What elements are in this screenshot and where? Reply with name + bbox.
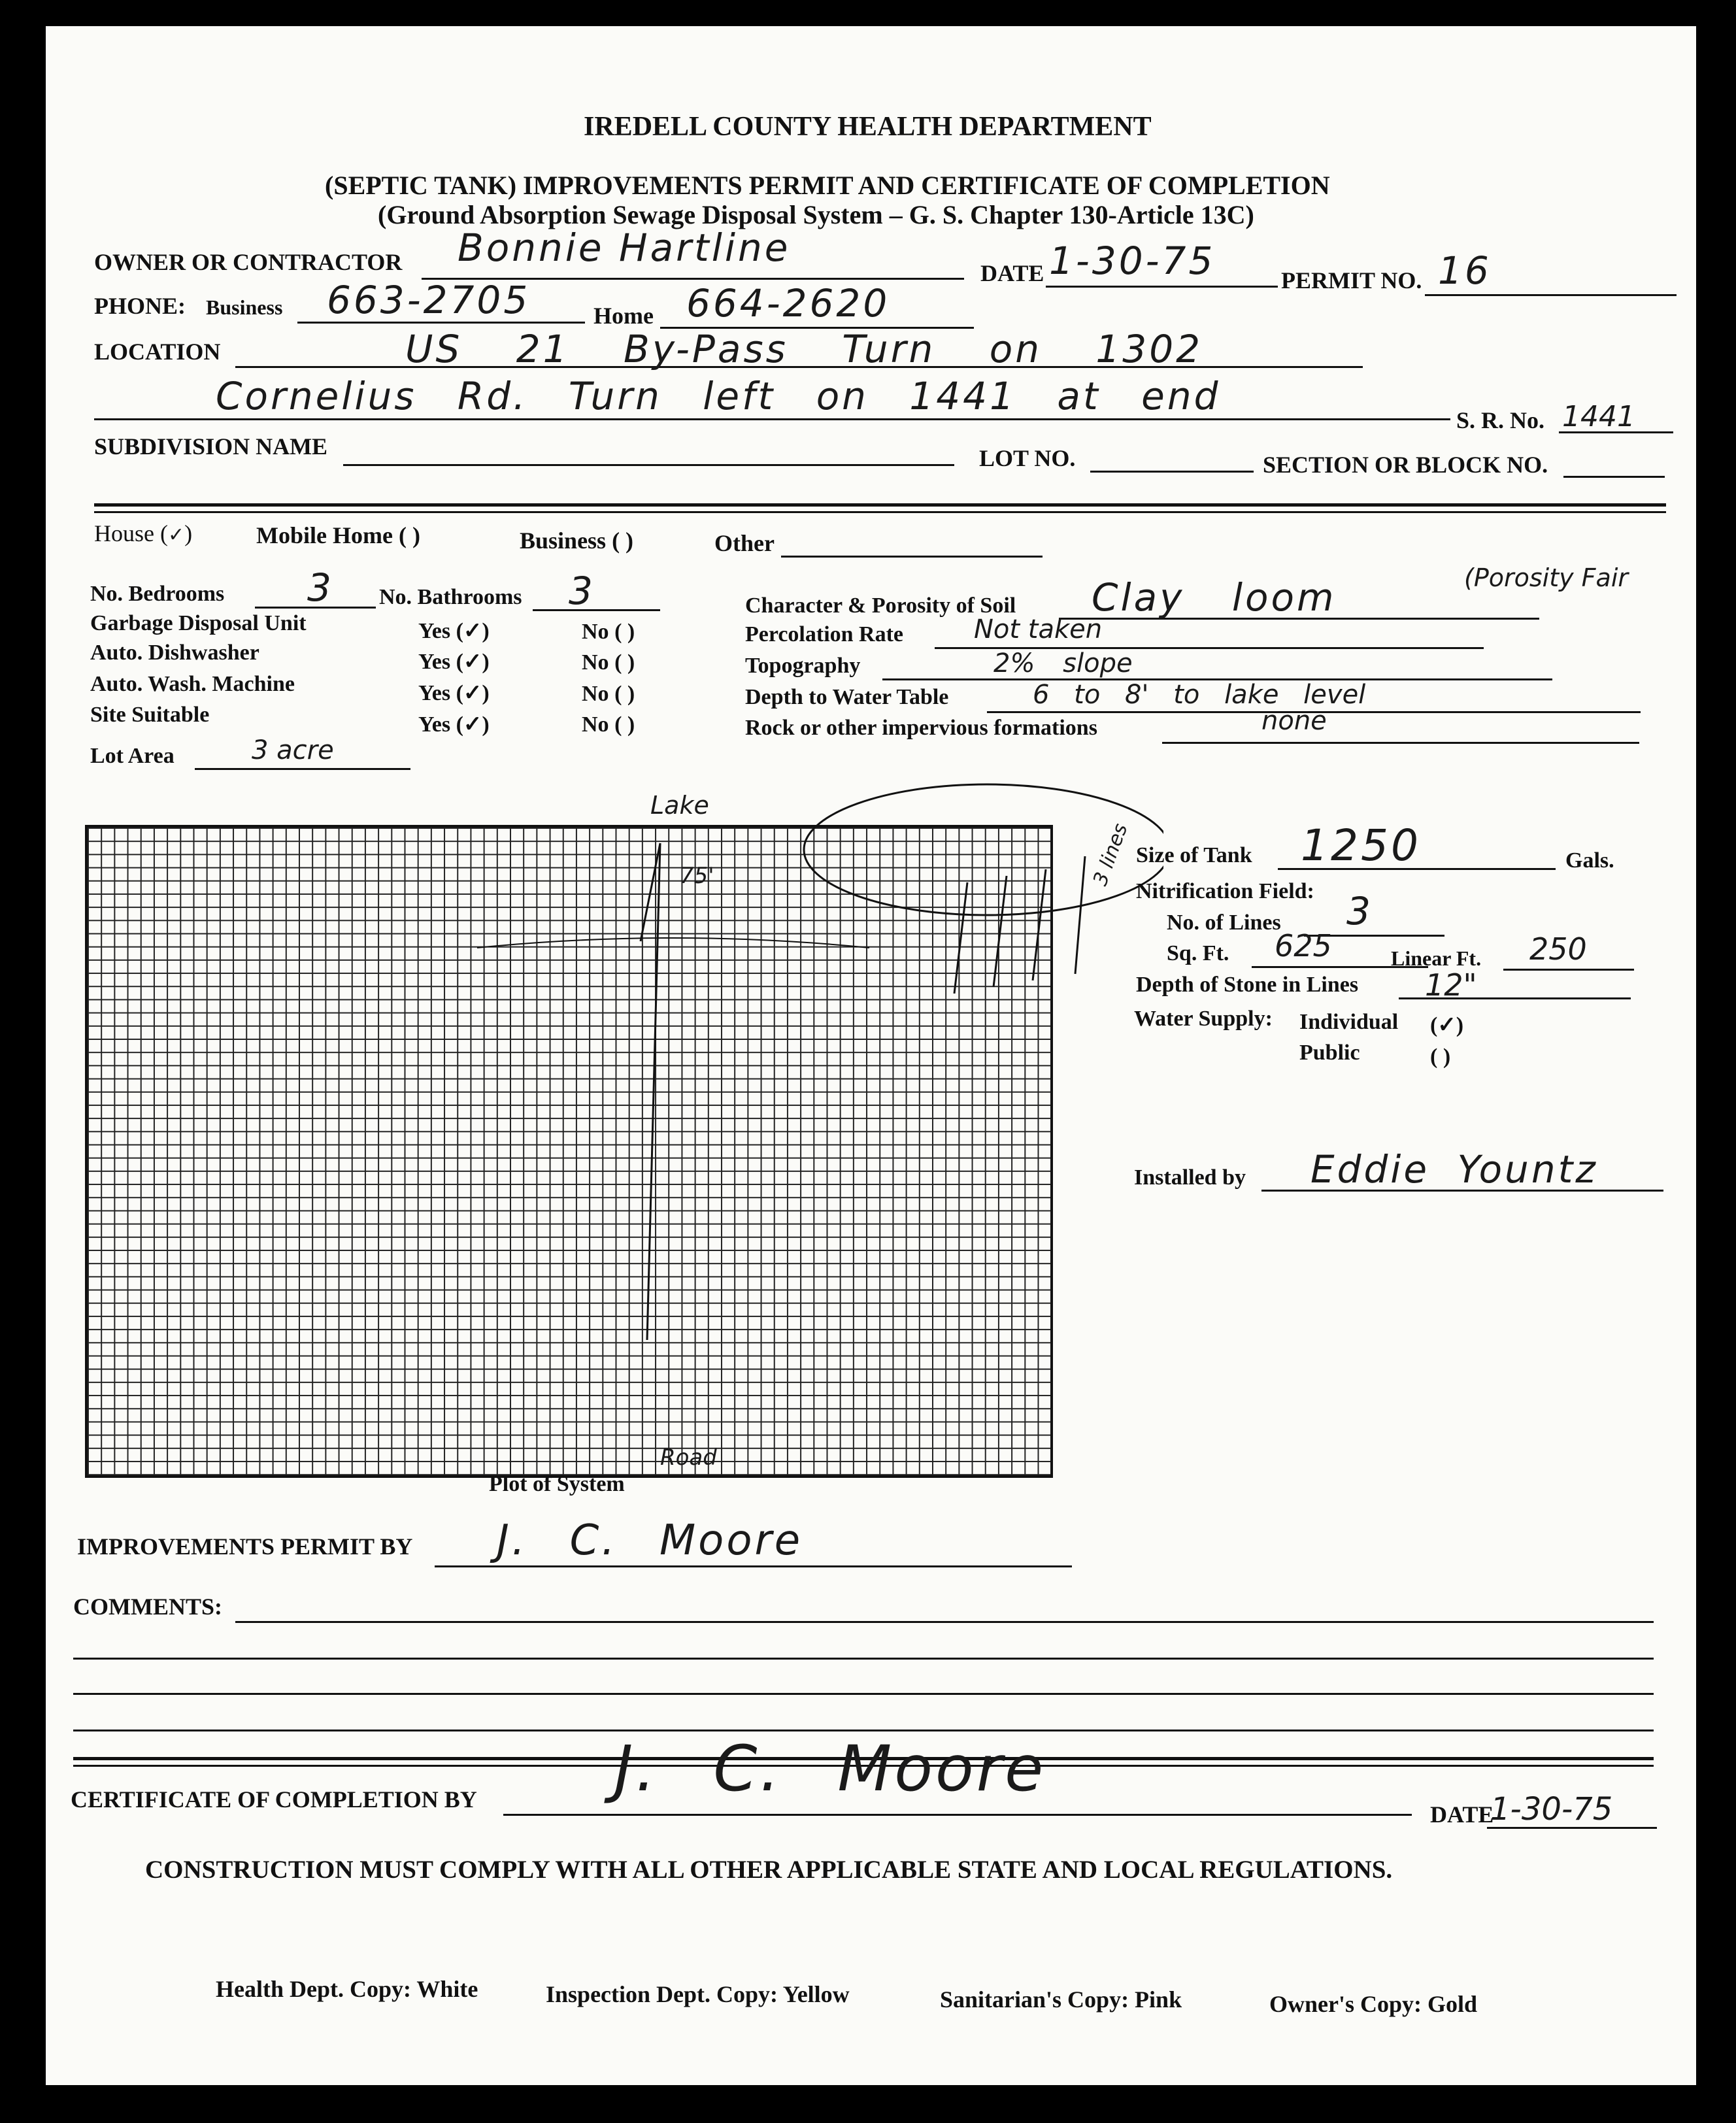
section-block-label: SECTION OR BLOCK NO. (1263, 452, 1548, 478)
sketch-curve (477, 938, 869, 948)
tank-gals-label: Gals. (1565, 848, 1614, 873)
comments-line-3[interactable] (73, 1693, 1654, 1695)
location-value-2[interactable]: Cornelius Rd. Turn left on 1441 at end (216, 374, 1221, 418)
certificate-label: CERTIFICATE OF COMPLETION BY (71, 1786, 477, 1813)
sr-no-value[interactable]: 1441 (1562, 400, 1635, 433)
business-phone-label: Business (206, 295, 283, 319)
copy-health-dept: Health Dept. Copy: White (216, 1976, 478, 2002)
stone-depth-value[interactable]: 12" (1425, 967, 1477, 1003)
type-other-line[interactable] (781, 556, 1043, 558)
sketch-line-main (647, 843, 660, 1340)
type-other-label: Other (714, 530, 775, 556)
water-individual-check[interactable]: (✓) (1430, 1013, 1464, 1037)
house-check: ✓ (167, 524, 185, 546)
permit-no-label: PERMIT NO. (1281, 267, 1422, 293)
lot-area-label: Lot Area (90, 744, 175, 768)
plot-distance-label: 75' (680, 863, 714, 889)
date-value[interactable]: 1-30-75 (1049, 239, 1216, 283)
location-value-1[interactable]: US 21 By-Pass Turn on 1302 (405, 327, 1203, 371)
perc-rate-label: Percolation Rate (745, 622, 904, 646)
compliance-notice: CONSTRUCTION MUST COMPLY WITH ALL OTHER APPLICABLE STATE AND LOCAL REGULATIONS. (145, 1856, 1393, 1884)
linear-ft-line (1503, 969, 1634, 971)
copy-inspection-dept: Inspection Dept. Copy: Yellow (546, 1981, 850, 2007)
plot-sketch (85, 778, 1163, 1523)
perc-rate-value[interactable]: Not taken (974, 614, 1103, 644)
form-title: (SEPTIC TANK) IMPROVEMENTS PERMIT AND CERTIFICATE OF COMPLETION (325, 171, 1330, 200)
house-close: ) (184, 520, 193, 546)
type-house[interactable] (94, 520, 192, 547)
stone-depth-label: Depth of Stone in Lines (1136, 973, 1359, 997)
wash-machine-no[interactable]: No ( ) (582, 682, 635, 706)
department-title: IREDELL COUNTY HEALTH DEPARTMENT (584, 112, 1152, 142)
owner-label: OWNER OR CONTRACTOR (94, 249, 403, 275)
certificate-signature[interactable]: J. C. Moore (614, 1732, 1046, 1805)
garbage-disposal-label: Garbage Disposal Unit (90, 611, 307, 635)
comments-line-2[interactable] (73, 1658, 1654, 1660)
linear-ft-value[interactable]: 250 (1529, 931, 1587, 967)
home-phone-value[interactable]: 664-2620 (686, 281, 890, 326)
house-label: House ( (94, 520, 168, 546)
topography-label: Topography (745, 654, 861, 678)
copy-sanitarian: Sanitarian's Copy: Pink (940, 1986, 1182, 2013)
permit-no-value[interactable]: 16 (1438, 248, 1492, 293)
location-label: LOCATION (94, 339, 221, 365)
business-phone-value[interactable]: 663-2705 (327, 278, 531, 322)
bathrooms-value[interactable]: 3 (569, 569, 595, 613)
certificate-date-value[interactable]: 1-30-75 (1490, 1791, 1613, 1828)
lot-no-label: LOT NO. (979, 445, 1076, 471)
plot-road-label: Road (660, 1445, 717, 1471)
section-block-line[interactable] (1563, 476, 1665, 478)
permit-by-label: IMPROVEMENTS PERMIT BY (77, 1533, 413, 1560)
garbage-disposal-no[interactable]: No ( ) (582, 620, 635, 644)
no-of-lines-value[interactable]: 3 (1346, 889, 1373, 933)
installed-by-value[interactable]: Eddie Yountz (1310, 1147, 1598, 1192)
water-public-label: Public (1299, 1041, 1360, 1065)
site-suitable-no[interactable]: No ( ) (582, 712, 635, 737)
permit-by-signature[interactable]: J. C. Moore (497, 1516, 803, 1565)
sq-ft-label: Sq. Ft. (1167, 941, 1229, 965)
tank-size-value[interactable]: 1250 (1301, 820, 1421, 871)
no-of-lines-label: No. of Lines (1167, 911, 1281, 935)
dishwasher-no[interactable]: No ( ) (582, 650, 635, 675)
subdivision-line[interactable] (343, 464, 954, 466)
nitrification-label: Nitrification Field: (1136, 879, 1314, 903)
copy-owner: Owner's Copy: Gold (1269, 1991, 1478, 2017)
rock-line (1162, 742, 1639, 744)
wash-machine-yes[interactable]: Yes (✓) (418, 681, 490, 705)
lot-no-line[interactable] (1090, 471, 1254, 473)
soil-character-value[interactable]: Clay loom (1092, 575, 1337, 620)
dishwasher-label: Auto. Dishwasher (90, 641, 259, 665)
form-subtitle: (Ground Absorption Sewage Disposal System – G. S. Chapter 130-Article 13C) (378, 200, 1254, 229)
sketch-field-line-4 (1075, 856, 1085, 974)
plot-lake-label: Lake (650, 791, 709, 820)
certificate-line (503, 1814, 1412, 1816)
sketch-field-line-2 (993, 876, 1007, 987)
rock-value[interactable]: none (1261, 706, 1327, 736)
bathrooms-label: No. Bathrooms (379, 585, 522, 609)
subdivision-label: SUBDIVISION NAME (94, 433, 328, 460)
sketch-field-line-3 (1033, 869, 1046, 980)
topography-value[interactable]: 2% slope (993, 648, 1133, 678)
water-public-check[interactable]: ( ) (1430, 1045, 1451, 1069)
water-supply-label: Water Supply: (1134, 1007, 1273, 1031)
owner-value[interactable]: Bonnie Hartline (458, 226, 791, 270)
type-business[interactable]: Business ( ) (520, 527, 634, 554)
installed-by-label: Installed by (1134, 1165, 1246, 1190)
dishwasher-yes[interactable]: Yes (✓) (418, 650, 490, 674)
permit-no-line (1425, 294, 1677, 296)
date-line (1046, 286, 1278, 288)
comments-line-4[interactable] (73, 1730, 1654, 1731)
soil-character-label: Character & Porosity of Soil (745, 593, 1016, 618)
section-divider-2 (94, 511, 1666, 513)
lot-area-value[interactable]: 3 acre (252, 735, 334, 765)
permit-by-line (435, 1565, 1072, 1567)
bathrooms-line (533, 609, 660, 611)
home-phone-label: Home (593, 303, 654, 329)
sketch-field-line-1 (954, 882, 967, 994)
water-table-value[interactable]: 6 to 8' to lake level (1033, 680, 1366, 710)
bedrooms-label: No. Bedrooms (90, 582, 225, 606)
lot-area-line (195, 768, 410, 770)
bedrooms-value[interactable]: 3 (307, 565, 334, 610)
water-table-label: Depth to Water Table (745, 685, 949, 709)
location-line-2 (94, 418, 1450, 420)
site-suitable-label: Site Suitable (90, 703, 210, 727)
comments-label: COMMENTS: (73, 1594, 222, 1620)
site-suitable-yes[interactable]: Yes (✓) (418, 712, 490, 737)
linear-ft-label: Linear Ft. (1391, 946, 1482, 970)
tank-size-label: Size of Tank (1136, 843, 1252, 867)
plot-lines-label: 3 lines (1088, 820, 1133, 889)
sq-ft-value[interactable]: 625 (1275, 928, 1332, 963)
type-mobile-home[interactable]: Mobile Home ( ) (256, 522, 420, 548)
date-label: DATE (980, 260, 1044, 286)
phone-label: PHONE: (94, 293, 186, 319)
wash-machine-label: Auto. Wash. Machine (90, 672, 295, 696)
soil-porosity-note: (Porosity Fair (1464, 563, 1629, 592)
garbage-disposal-yes[interactable]: Yes (✓) (418, 619, 490, 643)
water-individual-label: Individual (1299, 1010, 1399, 1034)
rock-label: Rock or other impervious formations (745, 716, 1097, 740)
comments-line-1[interactable] (235, 1621, 1654, 1623)
sr-no-label: S. R. No. (1456, 407, 1545, 433)
section-divider (94, 503, 1666, 507)
certificate-date-label: DATE (1430, 1801, 1494, 1828)
plot-caption: Plot of System (489, 1472, 625, 1496)
